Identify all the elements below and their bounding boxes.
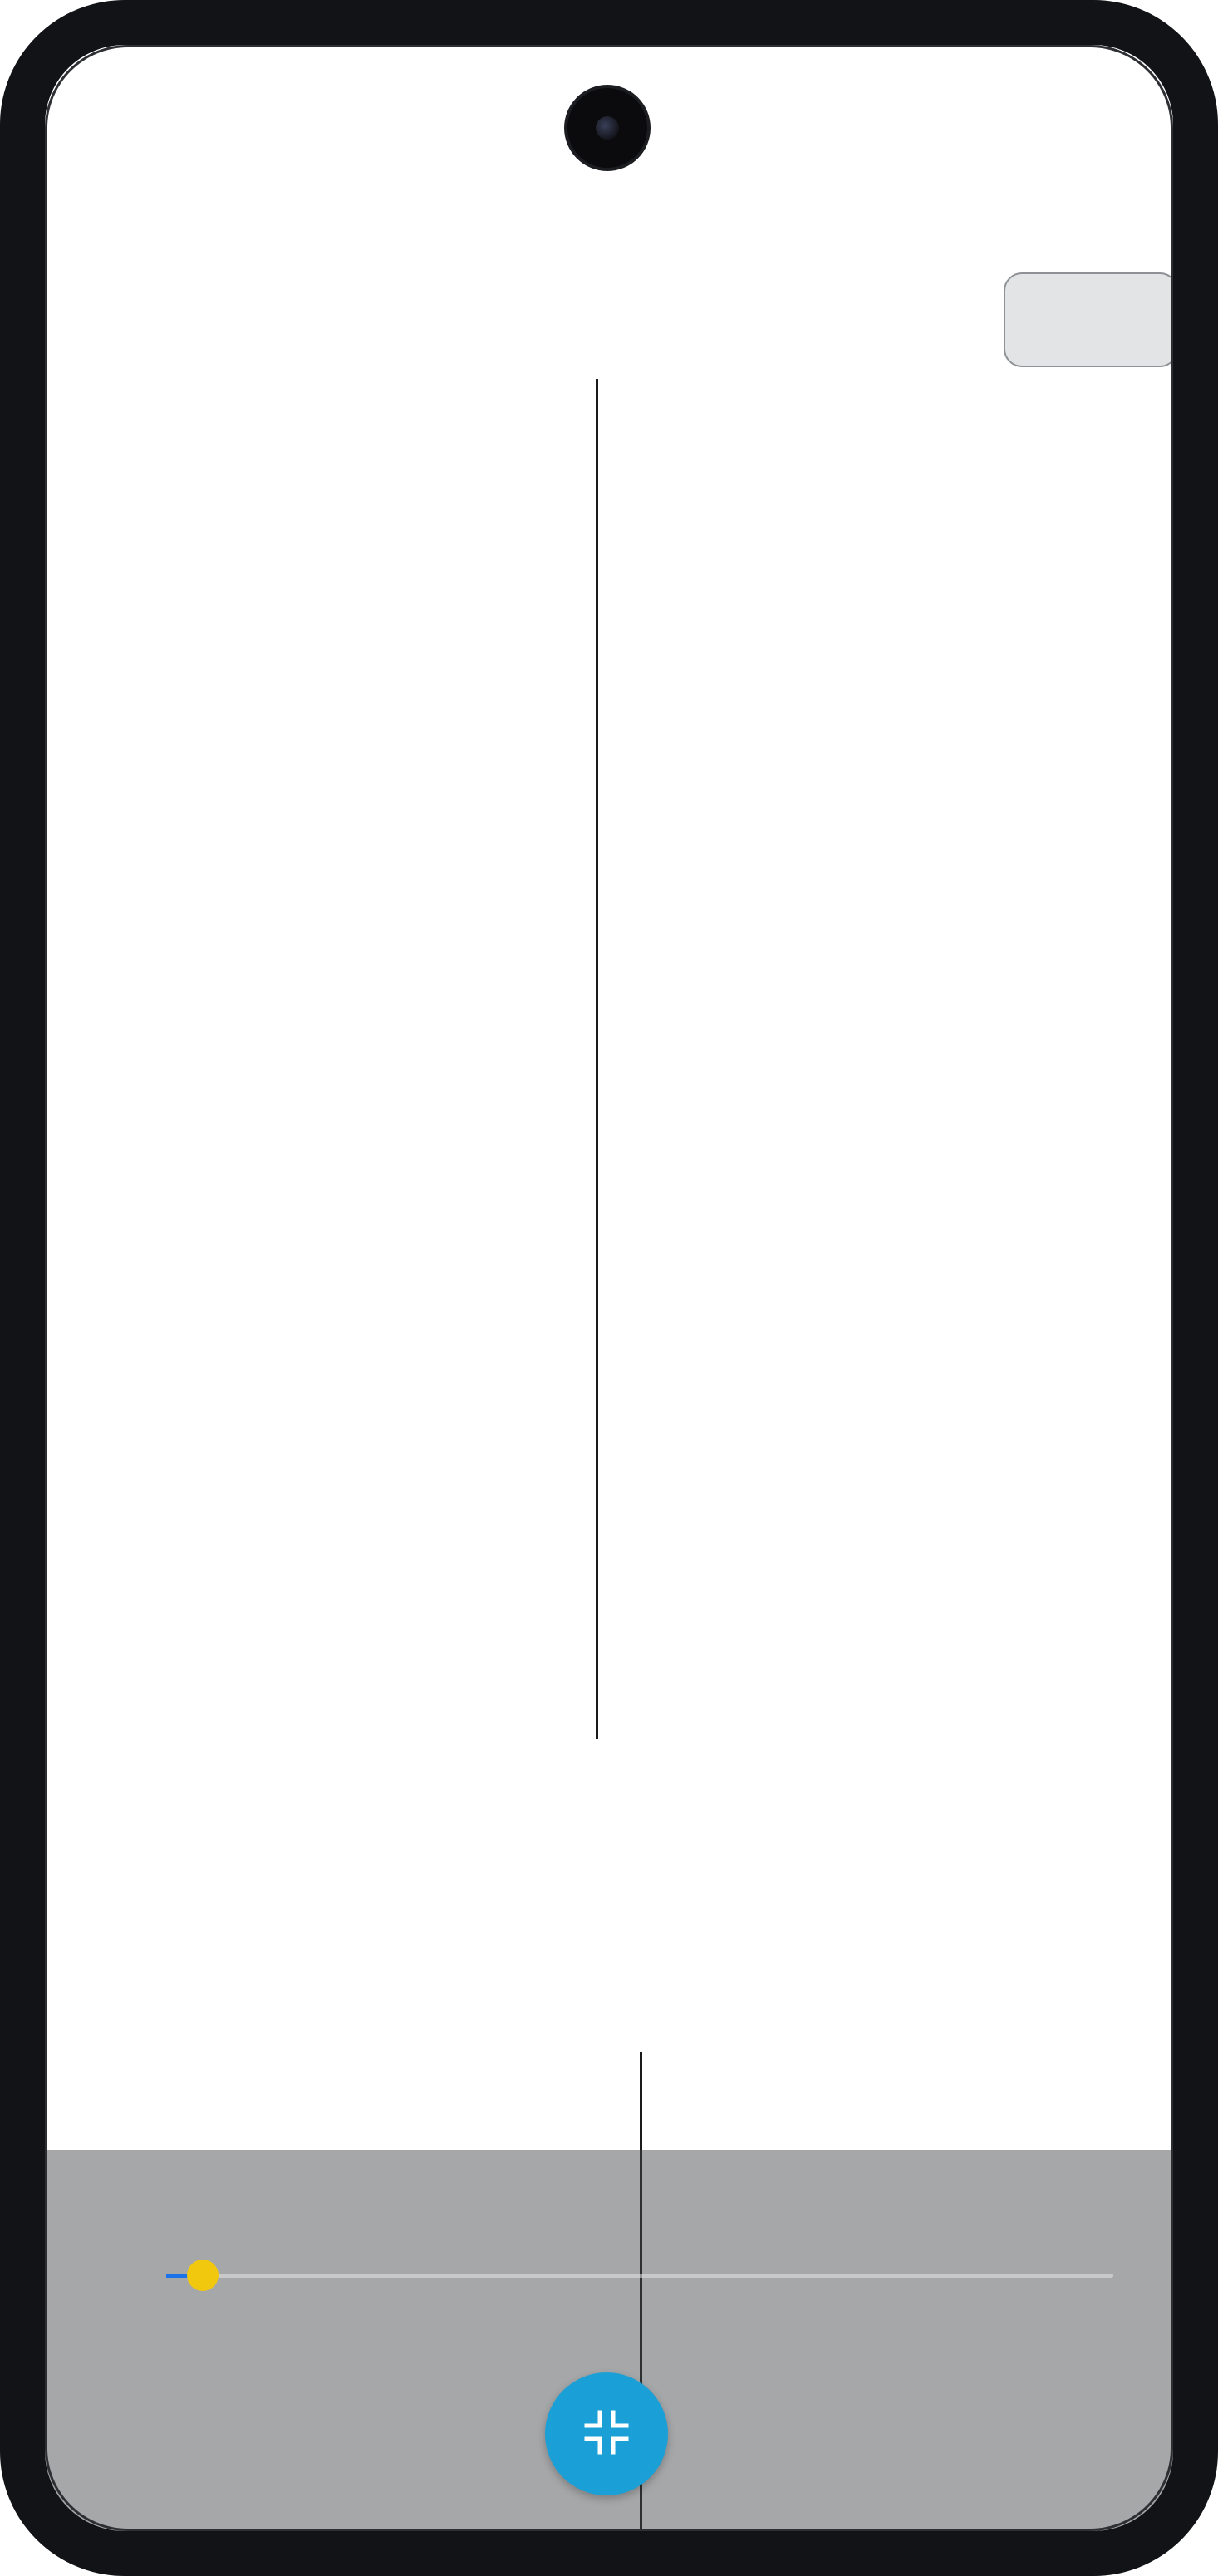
header-fragment: [100, 158, 532, 176]
power-button: [1211, 465, 1218, 648]
seek-thumb[interactable]: [187, 2260, 219, 2291]
dictionary-page-top: [91, 379, 1163, 1749]
front-camera: [567, 88, 647, 168]
exit-fullscreen-button[interactable]: [545, 2372, 668, 2495]
seek-bar[interactable]: [166, 2274, 1113, 2278]
column-divider: [596, 379, 598, 1739]
volume-button: [0, 390, 7, 523]
exit-fullscreen-icon: [580, 2406, 633, 2462]
page-indicator-badge[interactable]: [1004, 272, 1178, 367]
